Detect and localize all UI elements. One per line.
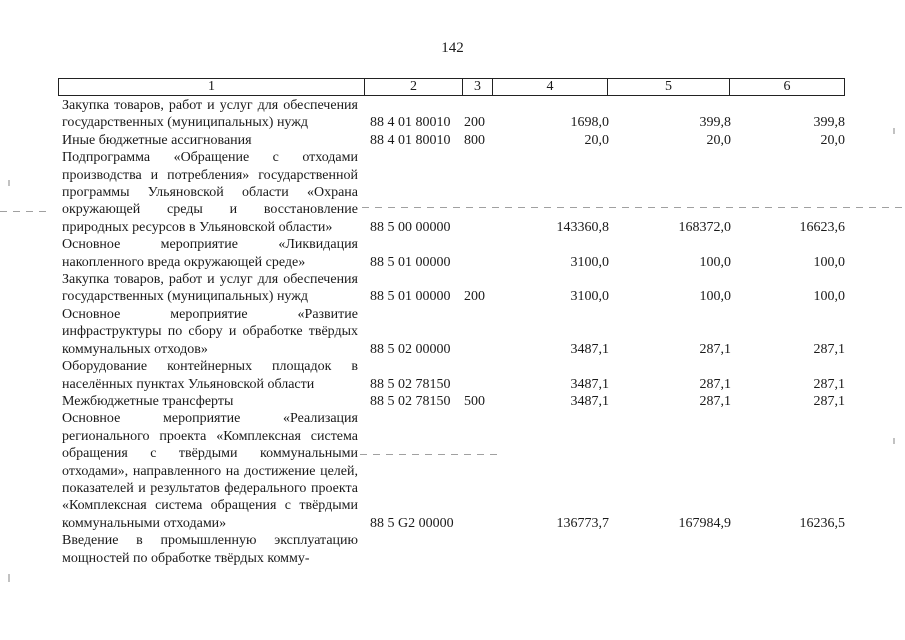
page-number: 142: [441, 40, 464, 56]
row-code: 88 5 00 00000: [370, 219, 451, 235]
table-header: [58, 78, 845, 96]
table-body: [62, 97, 845, 567]
scan-artifact-line: [0, 211, 52, 212]
table-row: [62, 306, 845, 358]
row-value-5: 287,1: [699, 341, 731, 357]
table-row: [62, 97, 845, 132]
row-value-5: 167984,9: [678, 515, 731, 531]
row-value-4: 1698,0: [570, 115, 609, 131]
row-value-5: 399,8: [699, 115, 731, 131]
row-value-6: 287,1: [813, 393, 845, 409]
table-row: [62, 393, 845, 410]
row-name: Закупка товаров, работ и услуг для обеспечения государственных (муниципальных) нужд: [62, 272, 358, 305]
row-vr: 200: [464, 115, 485, 131]
scan-artifact-line: [360, 454, 500, 455]
row-name: Оборудование контейнерных площадок в населённых пунктах Ульяновской области: [62, 359, 358, 392]
row-name: Основное мероприятие «Ликвидация накопленного вреда окружающей среде»: [62, 237, 358, 270]
header-col-4: 4: [493, 79, 608, 95]
row-code: 88 4 01 80010: [370, 115, 451, 131]
row-name: Иные бюджетные ассигнования: [62, 132, 252, 148]
scan-artifact-speck: [893, 438, 895, 444]
row-value-5: 287,1: [699, 376, 731, 392]
row-code: 88 5 01 00000: [370, 289, 451, 305]
row-name: Межбюджетные трансферты: [62, 393, 234, 409]
header-col-3: 3: [463, 79, 493, 95]
row-name: Введение в промышленную эксплуатацию мощностей по обработке твёрдых комму-: [62, 533, 358, 566]
row-name: Основное мероприятие «Развитие инфраструктуры по сбору и обработке твёрдых коммунальных отходов»: [62, 306, 358, 357]
row-code: 88 5 02 00000: [370, 341, 451, 357]
row-value-5: 168372,0: [678, 219, 731, 235]
row-value-4: 3487,1: [570, 341, 609, 357]
row-value-6: 100,0: [813, 254, 845, 270]
row-value-4: 136773,7: [556, 515, 609, 531]
scan-artifact-line: [362, 207, 902, 208]
table-row: [62, 532, 845, 567]
row-value-6: 399,8: [813, 115, 845, 131]
header-col-5: 5: [608, 79, 730, 95]
row-code: 88 5 02 78150: [370, 393, 451, 409]
row-value-6: 16623,6: [799, 219, 845, 235]
row-value-4: 20,0: [584, 132, 609, 148]
row-value-4: 143360,8: [556, 219, 609, 235]
table-row: [62, 132, 845, 149]
scan-artifact-speck: [8, 574, 10, 582]
row-value-4: 3100,0: [570, 289, 609, 305]
header-col-2: 2: [365, 79, 463, 95]
scan-artifact-speck: [893, 128, 895, 134]
row-value-5: 100,0: [699, 254, 731, 270]
row-vr: 500: [464, 393, 485, 409]
row-value-4: 3487,1: [570, 376, 609, 392]
row-value-6: 20,0: [820, 132, 845, 148]
row-value-5: 287,1: [699, 393, 731, 409]
row-name: Закупка товаров, работ и услуг для обеспечения государственных (муниципальных) нужд: [62, 98, 358, 131]
row-code: 88 5 G2 00000: [370, 515, 454, 531]
row-value-4: 3487,1: [570, 393, 609, 409]
header-col-6: 6: [783, 79, 791, 94]
row-name: Подпрограмма «Обращение с отходами производства и потребления» государственной программы Ульяновской области «Охрана окружающей среды и восстановление природных ресурсов в Ульяновской области»: [62, 150, 358, 235]
table-row: [62, 149, 845, 236]
row-code: 88 4 01 80010: [370, 132, 451, 148]
row-vr: 200: [464, 289, 485, 305]
table-row: [62, 358, 845, 393]
row-code: 88 5 02 78150: [370, 376, 451, 392]
table-row: [62, 271, 845, 306]
scan-artifact-speck: [8, 180, 10, 186]
header-col-1: 1: [59, 79, 365, 95]
row-value-5: 20,0: [706, 132, 731, 148]
row-name: Основное мероприятие «Реализация регионального проекта «Комплексная система обращения с твёрдыми коммунальными отходами», направленного на достижение целей, показателей и результатов федерального проекта «Комплексная система обращения с твёрдыми коммунальными отходами»: [62, 411, 358, 531]
row-value-4: 3100,0: [570, 254, 609, 270]
row-code: 88 5 01 00000: [370, 254, 451, 270]
row-value-6: 16236,5: [799, 515, 845, 531]
row-value-6: 287,1: [813, 341, 845, 357]
table-row: [62, 236, 845, 271]
row-vr: 800: [464, 132, 485, 148]
table-row: [62, 410, 845, 532]
row-value-6: 287,1: [813, 376, 845, 392]
row-value-5: 100,0: [699, 289, 731, 305]
row-value-6: 100,0: [813, 289, 845, 305]
